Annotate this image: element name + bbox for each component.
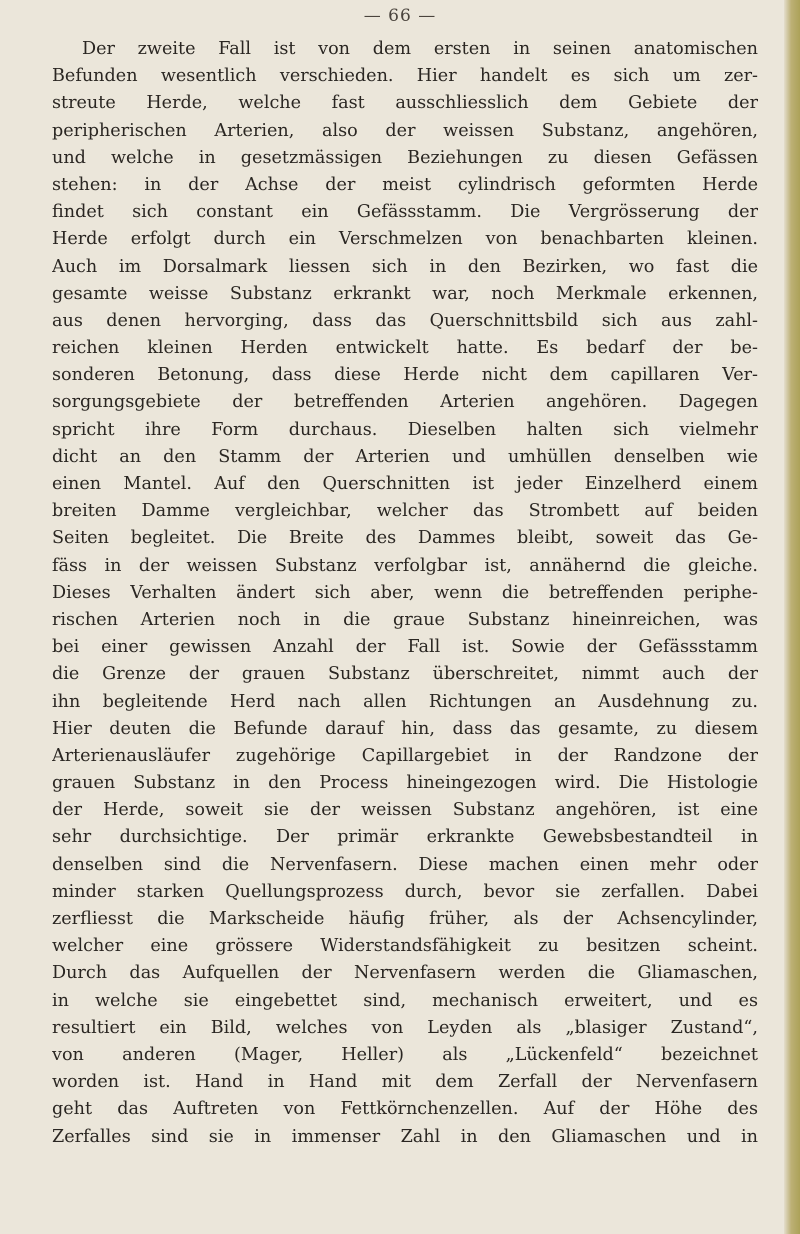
text-line: worden ist. Hand in Hand mit dem Zerfall der Nervenfasern [52, 1072, 758, 1093]
text-line: ihn begleitende Herd nach allen Richtungen an Ausdehnung zu. [52, 691, 758, 712]
text-line: spricht ihre Form durchaus. Dieselben halten sich vielmehr [52, 419, 758, 440]
text-line: und welche in gesetzmässigen Beziehungen zu diesen Gefässen [52, 147, 758, 168]
text-line: bei einer gewissen Anzahl der Fall ist. Sowie der Gefässstamm [52, 637, 758, 658]
page-edge-shadow [784, 0, 800, 1234]
text-line: minder starken Quellungsprozess durch, bevor sie zerfallen. Dabei [52, 881, 758, 902]
text-line: Durch das Aufquellen der Nervenfasern werden die Gliamaschen, [52, 963, 758, 984]
text-line: dicht an den Stamm der Arterien und umhüllen denselben wie [52, 446, 758, 467]
text-line: stehen: in der Achse der meist cylindrisch geformten Herde [52, 174, 758, 195]
text-line: zerfliesst die Markscheide häufig früher, als der Achsencylinder, [52, 909, 758, 929]
text-line: sonderen Betonung, dass diese Herde nicht dem capillaren Ver- [52, 365, 758, 386]
text-line: reichen kleinen Herden entwickelt hatte. Es bedarf der be- [52, 338, 758, 359]
text-line: denselben sind die Nervenfasern. Diese machen einen mehr oder [52, 854, 758, 875]
text-line: streute Herde, welche fast ausschliesslich dem Gebiete der [52, 93, 758, 114]
text-line: Der zweite Fall ist von dem ersten in seinen anatomischen [82, 39, 758, 59]
text-line: sehr durchsichtige. Der primär erkrankte Gewebsbestandteil in [52, 827, 758, 848]
text-line: die Grenze der grauen Substanz überschreitet, nimmt auch der [52, 664, 758, 685]
text-line: Zerfalles sind sie in immenser Zahl in den Gliamaschen und in [52, 1126, 758, 1147]
text-line: geht das Auftreten von Fettkörnchenzellen. Auf der Höhe des [52, 1099, 758, 1120]
page-number: — 66 — [363, 6, 437, 26]
text-line: gesamte weisse Substanz erkrankt war, noch Merkmale erkennen, [52, 283, 758, 304]
text-line: Arterienausläufer zugehörige Capillargebiet in der Randzone der [52, 745, 758, 766]
text-line: Seiten begleitet. Die Breite des Dammes bleibt, soweit das Ge- [52, 528, 758, 549]
text-line: Auch im Dorsalmark liessen sich in den Bezirken, wo fast die [52, 256, 758, 277]
text-line: rischen Arterien noch in die graue Substanz hineinreichen, was [52, 609, 758, 630]
text-line: Hier deuten die Befunde darauf hin, dass das gesamte, zu diesem [52, 718, 758, 739]
text-line: der Herde, soweit sie der weissen Substanz angehören, ist eine [52, 800, 758, 821]
text-line: welcher eine grössere Widerstandsfähigkeit zu besitzen scheint. [52, 936, 758, 957]
text-line: Befunden wesentlich verschieden. Hier handelt es sich um zer- [52, 66, 758, 87]
text-line: peripherischen Arterien, also der weissen Substanz, angehören, [52, 120, 758, 141]
text-line: findet sich constant ein Gefässstamm. Die Vergrösserung der [52, 202, 758, 223]
text-line: aus denen hervorging, dass das Querschnittsbild sich aus zahl- [52, 310, 758, 331]
text-line: von anderen (Mager, Heller) als „Lückenfeld“ bezeichnet [52, 1044, 758, 1065]
text-line: in welche sie eingebettet sind, mechanisch erweitert, und es [52, 990, 758, 1011]
text-line: Herde erfolgt durch ein Verschmelzen von benachbarten kleinen. [52, 229, 758, 250]
text-line: breiten Damme vergleichbar, welcher das Strombett auf beiden [52, 501, 758, 522]
text-line: sorgungsgebiete der betreffenden Arterien angehören. Dagegen [52, 392, 758, 413]
text-line: resultiert ein Bild, welches von Leyden als „blasiger Zustand“, [52, 1017, 758, 1038]
text-line: grauen Substanz in den Process hineingezogen wird. Die Histologie [52, 773, 758, 794]
text-line: fäss in der weissen Substanz verfolgbar ist, annähernd die gleiche. [52, 555, 758, 576]
body-text [52, 36, 758, 1151]
text-line: Dieses Verhalten ändert sich aber, wenn die betreffenden periphe- [52, 582, 758, 603]
text-line: einen Mantel. Auf den Querschnitten ist jeder Einzelherd einem [52, 474, 758, 494]
